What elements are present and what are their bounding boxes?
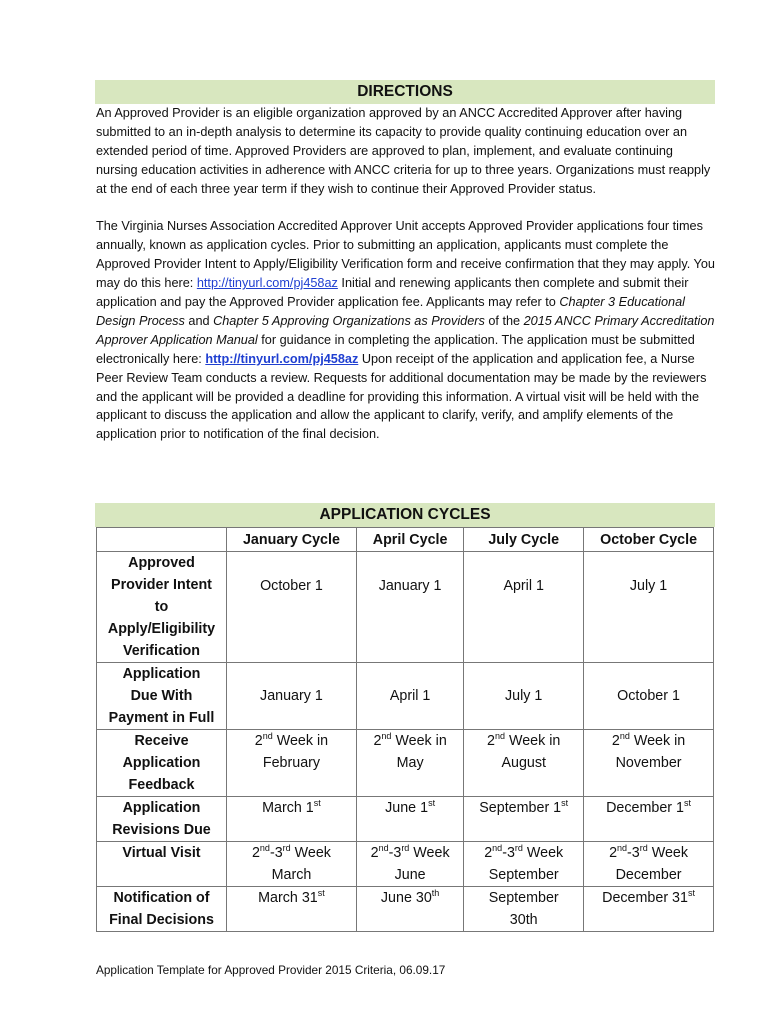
label-line: Final Decisions xyxy=(109,912,214,928)
feedback-april xyxy=(356,730,463,797)
revisions-july: September 1st xyxy=(464,797,584,842)
feedback-week: 2nd Week in xyxy=(487,731,561,749)
intent-july xyxy=(464,552,584,663)
page-footer: Application Template for Approved Provider 2015 Criteria, 06.09.17 xyxy=(96,963,446,977)
application-cycles-heading: APPLICATION CYCLES xyxy=(95,503,715,527)
visit-july xyxy=(464,842,584,887)
chapter3-reference: Chapter 3 Educational Design Process xyxy=(96,295,685,328)
visit-weeks: 2nd-3rd Week xyxy=(370,843,450,861)
label-line: Application xyxy=(122,666,201,682)
notification-july: September 30th xyxy=(464,887,584,932)
feedback-week: 2nd Week in xyxy=(254,731,329,749)
label-line: Provider Intent xyxy=(111,577,212,593)
column-header-july: July Cycle xyxy=(464,528,584,552)
visit-weeks: 2nd-3rd Week xyxy=(484,843,564,861)
due-july: July 1 xyxy=(464,663,584,730)
application-cycles-table xyxy=(96,527,714,932)
label-line: Revisions Due xyxy=(112,822,211,838)
feedback-month: August xyxy=(501,755,546,771)
visit-month: December xyxy=(615,867,682,883)
row-label-visit: Virtual Visit xyxy=(97,842,227,887)
revisions-october: December 1st xyxy=(584,797,714,842)
notification-january: March 31st xyxy=(227,887,357,932)
due-october: October 1 xyxy=(584,663,714,730)
label-line: Apply/Eligibility xyxy=(107,621,216,637)
label-line: Verification xyxy=(122,643,201,659)
table-row-feedback xyxy=(97,730,714,797)
table-row-due xyxy=(97,663,714,730)
manual-reference: 2015 ANCC Primary Accreditation Approver Application Manual xyxy=(96,313,715,347)
visit-month: March xyxy=(271,867,312,883)
para2-text-b: Initial and renewing applicants then complete and submit their application and pay the Approved Provider application fee. Applicants may refer to xyxy=(96,276,689,310)
column-header-october: October Cycle xyxy=(584,528,714,552)
feedback-month: May xyxy=(396,755,424,771)
label-line: Feedback xyxy=(128,777,195,793)
para2-text-a: The Virginia Nurses Association Accredited Approver Unit accepts Approved Provider applications four times annually, known as application cycles. Prior to submitting an application, applicants must complete the Approved Provider Intent to Apply/Eligibility Verification form and receive confirmation that they may apply. You may do this here: xyxy=(96,219,715,291)
row-label-notification xyxy=(97,887,227,932)
visit-weeks: 2nd-3rd Week xyxy=(609,843,689,861)
label-line: Application xyxy=(122,755,201,771)
visit-april xyxy=(356,842,463,887)
table-row-notification xyxy=(97,887,714,932)
row-label-feedback xyxy=(97,730,227,797)
revisions-april: June 1st xyxy=(356,797,463,842)
label-line: Payment in Full xyxy=(108,710,215,726)
due-april: April 1 xyxy=(356,663,463,730)
notification-april: June 30th xyxy=(356,887,463,932)
row-label-revisions xyxy=(97,797,227,842)
para2-and: and xyxy=(184,313,214,328)
cell-value: January 1 xyxy=(378,578,442,594)
due-january: January 1 xyxy=(227,663,357,730)
row-label-due xyxy=(97,663,227,730)
label-line: Application xyxy=(122,800,201,816)
label-line: Due With xyxy=(130,688,193,704)
corner-cell xyxy=(97,528,227,552)
visit-january xyxy=(227,842,357,887)
cell-value: October 1 xyxy=(260,578,323,594)
feedback-week: 2nd Week in xyxy=(373,731,447,749)
intent-october xyxy=(584,552,714,663)
notification-october: December 31st xyxy=(584,887,714,932)
feedback-month: February xyxy=(262,755,321,771)
visit-month: June xyxy=(394,867,426,883)
directions-heading: DIRECTIONS xyxy=(95,80,715,104)
feedback-january xyxy=(227,730,357,797)
application-submit-link[interactable]: http://tinyurl.com/pj458az xyxy=(205,351,359,366)
feedback-week: 2nd Week in xyxy=(611,731,686,749)
feedback-july xyxy=(464,730,584,797)
label-line: Receive xyxy=(134,733,189,749)
table-header-row xyxy=(97,528,714,552)
table-row-intent xyxy=(97,552,714,663)
table-row-revisions xyxy=(97,797,714,842)
para2-text-c: for guidance in completing the application. The application must be submitted electronically here: xyxy=(96,332,695,366)
visit-month: September xyxy=(488,867,559,883)
revisions-january: March 1st xyxy=(227,797,357,842)
cell-value: April 1 xyxy=(503,578,544,594)
directions-body xyxy=(96,104,716,444)
table-row-visit xyxy=(97,842,714,887)
label-line: to xyxy=(154,599,169,615)
label-line: Notification of xyxy=(113,890,210,906)
label-line: Approved xyxy=(128,555,195,571)
visit-weeks: 2nd-3rd Week xyxy=(251,843,331,861)
para2-of: of the xyxy=(484,313,524,328)
column-header-january: January Cycle xyxy=(227,528,357,552)
directions-paragraph-2 xyxy=(96,217,716,444)
chapter5-reference: Chapter 5 Approving Organizations as Providers xyxy=(213,313,485,328)
feedback-month: November xyxy=(615,755,682,771)
intent-april xyxy=(356,552,463,663)
visit-october xyxy=(584,842,714,887)
para2-text-d: Upon receipt of the application and application fee, a Nurse Peer Review Team conducts a review. Requests for additional documentation may be made by the reviewers and the applicant will be provided a deadline for providing this information. A virtual visit will be held with the applicant to discuss the application and allow the applicant to clarify, verify, and amplify elements of the application prior to notification of the final decision. xyxy=(96,351,707,442)
intent-january xyxy=(227,552,357,663)
column-header-april: April Cycle xyxy=(356,528,463,552)
cell-value: July 1 xyxy=(629,578,668,594)
intent-form-link[interactable]: http://tinyurl.com/pj458az xyxy=(196,276,338,291)
directions-paragraph-1: An Approved Provider is an eligible organization approved by an ANCC Accredited Approver after having submitted to an in-depth analysis to determine its capacity to provide quality continuing education over an extended period of time. Approved Providers are approved to plan, implement, and evaluate continuing nursing education activities in adherence with ANCC criteria for up to three years. Organizations must reapply at the end of each three year term if they wish to continue their Approved Provider status. xyxy=(96,106,711,196)
row-label-intent xyxy=(97,552,227,663)
feedback-october xyxy=(584,730,714,797)
